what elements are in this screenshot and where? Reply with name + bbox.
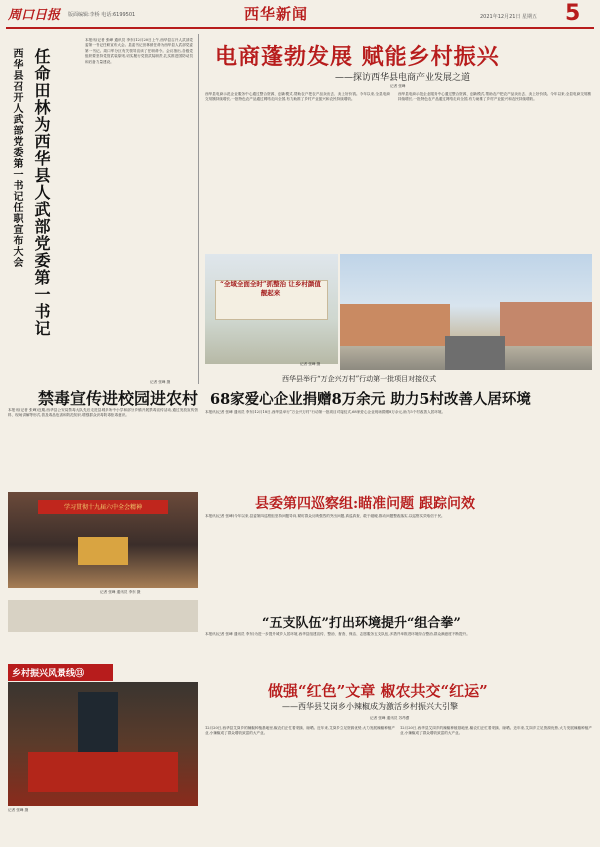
drug-banner-text: 学习贯彻十九届六中全会精神 [63,504,142,511]
revival-body-col2: 12月20日,西华县艾岗乡的辣椒种植基地里,椒农们正忙着采摘、晾晒。近年来,艾岗乡立足资源优势,大力发展辣椒种植产业,小辣椒成了群众增收致富的大产业。 [400,726,592,736]
drug-story-title: 禁毒宣传进校园进农村 [38,389,199,408]
main-byline: 记者 张峰 [390,84,406,88]
slogan-photo [205,254,338,364]
village-road [445,336,505,370]
charity-title: 68家爱心企业捐赠8万余元 助力5村改善人居环境 [210,391,531,408]
masthead-info: 版面编辑:李桥 电话:6199501 [68,12,136,18]
village-houses-right [500,302,592,346]
village-houses-left [340,304,450,346]
revival-badge: 乡村振兴风景线⑬ [8,664,113,681]
main-subtitle: ——探访西华县电商产业发展之道 [335,73,471,83]
five-teams-body: 本报讯(记者 张峰 通讯员 李东)为进一步提升城乡人居环境,西华县组建宣传、整治、督查、保洁、志愿服务五支队伍,多措并举推进环境综合整治,群众满意度不断提升。 [205,632,470,636]
revival-subtitle: ——西华县艾岗乡小辣椒成为激活乡村振兴大引擎 [282,702,458,711]
slogan-caption: 记者 张峰 摄 [300,362,321,366]
main-title: 电商蓬勃发展 赋能乡村振兴 [215,44,500,70]
five-teams-photo [8,600,198,632]
left-story-caption: 记者 张峰 摄 [150,380,171,384]
charity-kicker: 西华县举行“万企兴万村”行动第一批项目对接仪式 [282,375,437,383]
masthead-date: 2021年12月21日 星期五 [480,14,538,20]
revival-caption: 记者 张峰 摄 [8,808,29,812]
drug-photo [8,492,198,588]
five-teams-title: “五支队伍”打出环境提升“组合拳” [262,616,461,631]
revival-person [78,692,118,752]
revival-peppers [28,752,178,792]
revival-body-col1: 12月20日,西华县艾岗乡的辣椒种植基地里,椒农们正忙着采摘、晾晒。近年来,艾岗乡立足资源优势,大力发展辣椒种植产业,小辣椒成了群众增收致富的大产业。 [205,726,395,736]
inspection-title: 县委第四巡察组:瞄准问题 跟踪问效 [255,496,476,512]
revival-title: 做强“红色”文章 椒农共交“红运” [268,682,488,700]
main-body-col1: 西华县电商示范企业服务中心通过整合资源、创新模式,帮助农户把农产品卖出去、卖上好价钱。今年以来,全县电商交易额持续增长,一批特色农产品通过网络走向全国,有力助推了乡村产业振兴和农民持续增收。 [205,92,390,102]
drug-poster [78,537,128,565]
masthead-rule [6,27,594,29]
page-number: 5 [565,1,581,26]
drug-story-body: 本报讯(记者 张峰)近期,西华县公安局禁毒大队先后走进县城多所中小学和部分乡镇开展禁毒宣传活动,通过发放宣传资料、现场讲解等形式,普及毒品危害和防范知识,增强群众识毒防毒拒毒意识。 [8,408,198,418]
left-story-body: 本报讯(记者 张峰 通讯员 李东)12月20日上午,西华县召开人武部党委第一书记任职宣布大会。县委书记田林被任命为西华县人武部党委第一书记。周口军分区有关领导宣读了任职命令。会议指出,各级党组织要坚持党管武装原则,切实履行党管武装职责,扎实推进国防动员和后备力量建设。 [85,38,193,64]
section-title: 西华新闻 [244,5,309,23]
village-photo [340,254,592,370]
revival-byline: 记者 张峰 通讯员 苏昂翥 [370,716,410,720]
column-divider [198,34,199,384]
drug-story-caption: 记者 张峰 通讯员 李东 摄 [100,590,141,594]
masthead-logo: 周口日报 [8,8,61,23]
inspection-body: 本报讯(记者 张峰)今年以来,县委第四巡察组坚持问题导向,紧盯群众反映强烈的突出问题,真巡真查、敢于碰硬,推动问题整改落实,以巡察实效取信于民。 [205,514,445,518]
left-story-title: 任命田林为西华县人武部党委第一书记 [32,48,51,337]
slogan-text: “全域全面全时”抓整治 让乡村颜值靓起来 [220,280,321,297]
charity-body: 本报讯(记者 张峰 通讯员 李东)12月18日,西华县举行“万企兴万村”行动第一批项目对接仪式,68家爱心企业现场捐赠8万余元,助力5个村改善人居环境。 [205,410,446,414]
revival-photo [8,682,198,806]
left-story-kicker: 西华县召开人武部党委第一书记任职宣布大会 [11,48,22,268]
main-body-col2: 西华县电商示范企业服务中心通过整合资源、创新模式,帮助农户把农产品卖出去、卖上好价钱。今年以来,全县电商交易额持续增长,一批特色农产品通过网络走向全国,有力助推了乡村产业振兴和农民持续增收。 [398,92,591,102]
